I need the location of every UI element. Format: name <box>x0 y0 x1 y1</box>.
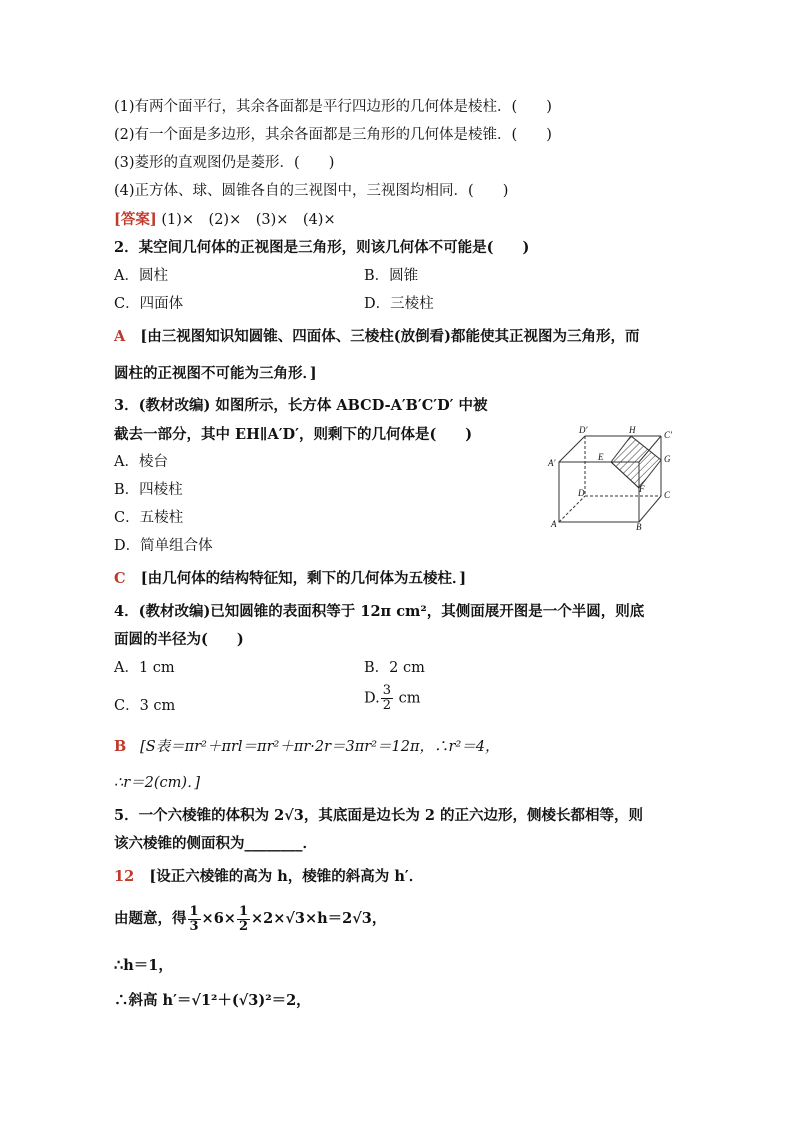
q4-option-d-fraction <box>381 684 393 713</box>
label-a1: A′ <box>548 458 556 468</box>
label-h: H <box>629 425 636 435</box>
label-f: F <box>639 484 645 494</box>
fraction-denominator: 2 <box>382 698 391 713</box>
q4-option-c: C．3 cm <box>114 698 176 714</box>
q3-option-a: A．棱台 <box>114 454 168 470</box>
fraction-numerator: 1 <box>238 903 248 919</box>
label-a: A <box>551 519 557 529</box>
q4-option-d-unit: cm <box>398 690 421 707</box>
answer-text: (1)× (2)× (3)× (4)× <box>161 212 336 228</box>
q2-answer-line2: 圆柱的正视图不可能为三角形．] <box>114 365 317 382</box>
q5-answer-text: [设正六棱锥的高为 h，棱锥的斜高为 h′． <box>149 868 424 885</box>
fraction-numerator: 3 <box>382 683 391 698</box>
q2-answer-text: [由三视图知识知圆锥、四面体、三棱柱(放倒看)都能使其正视图为三角形，而 <box>140 328 640 345</box>
q3-option-c: C．五棱柱 <box>114 510 184 526</box>
answer-line <box>114 210 336 230</box>
label-c1: C′ <box>664 430 672 440</box>
q5-stem-line1: 5．一个六棱锥的体积为 2√3，其底面是边长为 2 的正六边形，侧棱长都相等，则 <box>114 807 644 824</box>
q2-option-d: D．三棱柱 <box>364 296 434 312</box>
q5-line2-tail: ×2×√3×h＝2√3， <box>250 910 387 927</box>
fraction-one-third <box>188 905 201 934</box>
q4-stem-line2: 面圆的半径为( ) <box>114 631 244 648</box>
statement-2: (2)有一个面是多边形，其余各面都是三角形的几何体是棱锥．( ) <box>114 127 552 143</box>
q3-answer-letter: C <box>114 570 126 587</box>
q5-line2-mid: ×6× <box>201 910 236 927</box>
q3-stem-line1: 3．(教材改编) 如图所示，长方体 ABCD-A′B′C′D′ 中被 <box>114 397 488 414</box>
q5-stem-line2: 该六棱锥的侧面积为________． <box>114 835 317 852</box>
q4-answer-line2: ∴r＝2(cm)．] <box>114 775 200 791</box>
q5-line2-prefix: 由题意，得 <box>114 910 187 927</box>
fraction-denominator: 3 <box>189 918 199 934</box>
q2-stem: 2．某空间几何体的正视图是三角形，则该几何体不可能是( ) <box>114 239 530 256</box>
q3-option-d: D．简单组合体 <box>114 538 213 554</box>
q5-answer-line4: ∴斜高 h′＝√1²＋(√3)²＝2， <box>114 992 311 1009</box>
statement-4: (4)正方体、球、圆锥各自的三视图中，三视图均相同．( ) <box>114 183 509 199</box>
label-g: G <box>664 454 671 464</box>
cut-section <box>611 436 661 488</box>
statement-3: (3)菱形的直观图仍是菱形．( ) <box>114 155 335 171</box>
label-d: D <box>578 488 585 498</box>
q4-answer-line1 <box>114 737 500 757</box>
q3-stem-line2: 截去一部分，其中 EH∥A′D′，则剩下的几何体是( ) <box>114 426 473 443</box>
statement-1: (1)有两个面平行，其余各面都是平行四边形的几何体是棱柱．( ) <box>114 99 552 115</box>
q5-answer-line1 <box>114 867 423 887</box>
q4-option-b: B．2 cm <box>364 660 425 676</box>
q3-answer-line <box>114 569 466 589</box>
q5-answer-line2 <box>114 904 386 934</box>
q5-answer-line3: ∴h＝1， <box>114 957 173 974</box>
label-e: E <box>598 452 604 462</box>
cuboid-figure <box>545 424 675 530</box>
q2-option-a: A．圆柱 <box>114 268 168 284</box>
label-c: C <box>664 490 671 500</box>
q5-answer-value: 12 <box>114 868 135 885</box>
q2-option-b: B．圆锥 <box>364 268 419 284</box>
q2-answer-line1 <box>114 327 640 347</box>
label-b: B <box>636 522 642 530</box>
label-d1: D′ <box>579 425 588 435</box>
q3-answer-text: [由几何体的结构特征知，剩下的几何体为五棱柱．] <box>140 570 467 587</box>
answer-tag: [答案] <box>114 211 157 228</box>
fraction-denominator: 2 <box>238 918 248 934</box>
q4-stem-line1: 4．(教材改编)已知圆锥的表面积等于 12π cm²，其侧面展开图是一个半圆，则底 <box>114 603 645 620</box>
q3-option-b: B．四棱柱 <box>114 482 183 498</box>
fraction-numerator: 1 <box>189 903 199 919</box>
q2-option-c: C．四面体 <box>114 296 184 312</box>
q4-answer-letter: B <box>114 738 127 755</box>
fraction-one-half <box>237 905 250 934</box>
q4-option-d <box>364 684 420 713</box>
q2-answer-letter: A <box>114 328 126 345</box>
q4-option-d-prefix: D. <box>364 690 380 707</box>
q4-answer-text: [S表＝πr²＋πrl＝πr²＋πr·2r＝3πr²＝12π，∴r²＝4， <box>140 739 500 755</box>
q4-option-a: A．1 cm <box>114 660 175 676</box>
